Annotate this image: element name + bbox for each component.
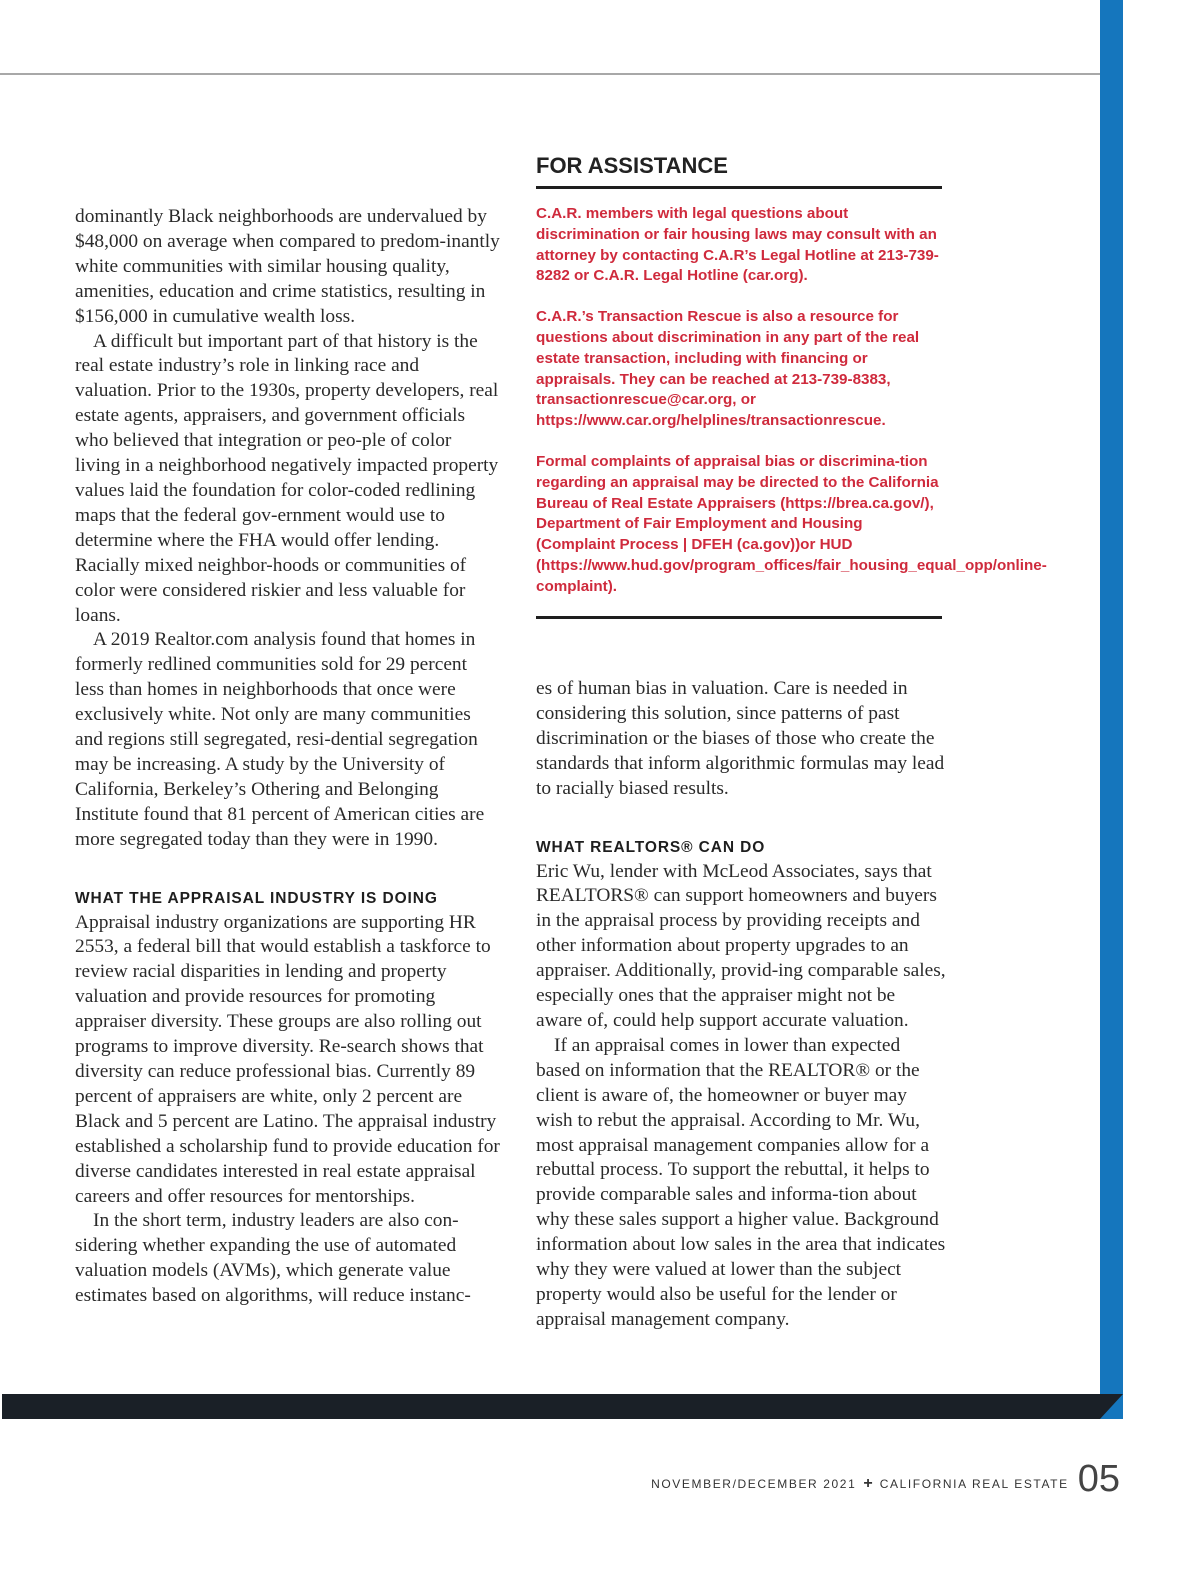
article-paragraph: es of human bias in valuation. Care is needed in considering this solution, since patterns of past discrimination or the biases of those who create the standards that inform algorithmic formulas may lead to racially biased results. bbox=[536, 678, 945, 799]
article-paragraph: In the short term, industry leaders are also con-sidering whether expanding the use of automated valuation models (AVMs), which generate value estimates based on algorithms, will reduce instanc- bbox=[75, 1210, 471, 1307]
article-paragraph: Appraisal industry organizations are supporting HR 2553, a federal bill that would establish a taskforce to review racial disparities in lending and property valuation and provide resources for promoting appraiser diversity. These groups are also rolling out programs to improve diversity. Re-search shows that diversity can reduce professional bias. Currently 89 percent of appraisers are white, only 2 percent are Black and 5 percent are Latino. The appraisal industry established a scholarship fund to provide education for diverse candidates interested in real estate appraisal careers and offer resources for mentorships. bbox=[75, 911, 500, 1207]
page-footer bbox=[651, 1458, 1120, 1500]
article-paragraph: dominantly Black neighborhoods are undervalued by $48,000 on average when compared to predom-inantly white communities with similar housing quality, amenities, education and crime statistics, resulting in $156,000 in cumulative wealth loss. bbox=[75, 206, 500, 327]
article-paragraph: If an appraisal comes in lower than expected based on information that the REALTOR® or the client is aware of, the homeowner or buyer may wish to rebut the appraisal. According to Mr. Wu, most appraisal management companies allow for a rebuttal process. To support the rebuttal, it helps to provide comparable sales and informa-tion about why these sales support a higher value. Background information about low sales in the area that indicates why they were valued at lower than the subject property would also be useful for the lender or appraisal management company. bbox=[536, 1034, 946, 1330]
bottom-band-corner bbox=[1100, 1394, 1123, 1419]
assistance-bottom-rule bbox=[536, 616, 942, 619]
bottom-band bbox=[2, 1394, 1123, 1419]
section-heading-appraisal-industry: WHAT THE APPRAISAL INDUSTRY IS DOING bbox=[75, 889, 438, 907]
for-assistance-box bbox=[536, 150, 1047, 619]
article-paragraph: A difficult but important part of that history is the real estate industry’s role in linking race and valuation. Prior to the 1930s, property developers, real estate agents, appraisers, and government officials who believed that integration or peo-ple of color living in a neighborhood negatively impacted property values laid the foundation for color-coded redlining maps that the federal gov-ernment would use to determine where the FHA would offer lending. Racially mixed neighbor-hoods or communities of color were considered riskier and less valuable for loans. bbox=[75, 330, 499, 626]
right-column bbox=[536, 677, 946, 1333]
assistance-title: FOR ASSISTANCE bbox=[536, 153, 728, 178]
footer-issue: NOVEMBER/DECEMBER 2021 bbox=[651, 1477, 857, 1491]
footer-plus-icon: + bbox=[863, 1475, 873, 1492]
assistance-paragraph: C.A.R. members with legal questions about discrimination or fair housing laws may consult with an attorney by contacting C.A.R’s Legal Hotline at 213-739-8282 or C.A.R. Legal Hotline (car.org). bbox=[536, 205, 939, 285]
top-divider bbox=[0, 73, 1100, 75]
article-paragraph: A 2019 Realtor.com analysis found that homes in formerly redlined communities sold for 29 percent less than homes in neighborhoods that once were exclusively white. Not only are many communities and regions still segregated, resi-dential segregation may be increasing. A study by the University of California, Berkeley’s Othering and Belonging Institute found that 81 percent of American cities are more segregated today than they were in 1990. bbox=[75, 629, 485, 850]
assistance-paragraph: Formal complaints of appraisal bias or discrimina-tion regarding an appraisal may be directed to the California Bureau of Real Estate Appraisers (https://brea.ca.gov/), Department of Fair Employment and Housing (Complaint Process | DFEH (ca.gov))or HUD (https://www.hud.gov/program_offices/fair_housing_equal_opp/online-complaint). bbox=[536, 452, 1047, 595]
left-column bbox=[75, 205, 500, 1309]
section-heading-realtors: WHAT REALTORS® CAN DO bbox=[536, 838, 766, 856]
assistance-paragraph: C.A.R.’s Transaction Rescue is also a resource for questions about discrimination in any part of the real estate transaction, including with financing or appraisals. They can be reached at 213-739-8383, transactionrescue@car.org, or https://www.car.org/helplines/transactionrescue. bbox=[536, 308, 920, 430]
assistance-body bbox=[536, 189, 1047, 616]
footer-publication: CALIFORNIA REAL ESTATE bbox=[879, 1477, 1069, 1491]
article-paragraph: Eric Wu, lender with McLeod Associates, says that REALTORS® can support homeowners and buyers in the appraisal process by providing receipts and other information about property upgrades to an appraiser. Additionally, provid-ing comparable sales, especially ones that the appraiser might not be aware of, could help support accurate valuation. bbox=[536, 860, 946, 1031]
accent-side-bar bbox=[1100, 0, 1123, 1418]
page-number: 05 bbox=[1077, 1458, 1120, 1500]
